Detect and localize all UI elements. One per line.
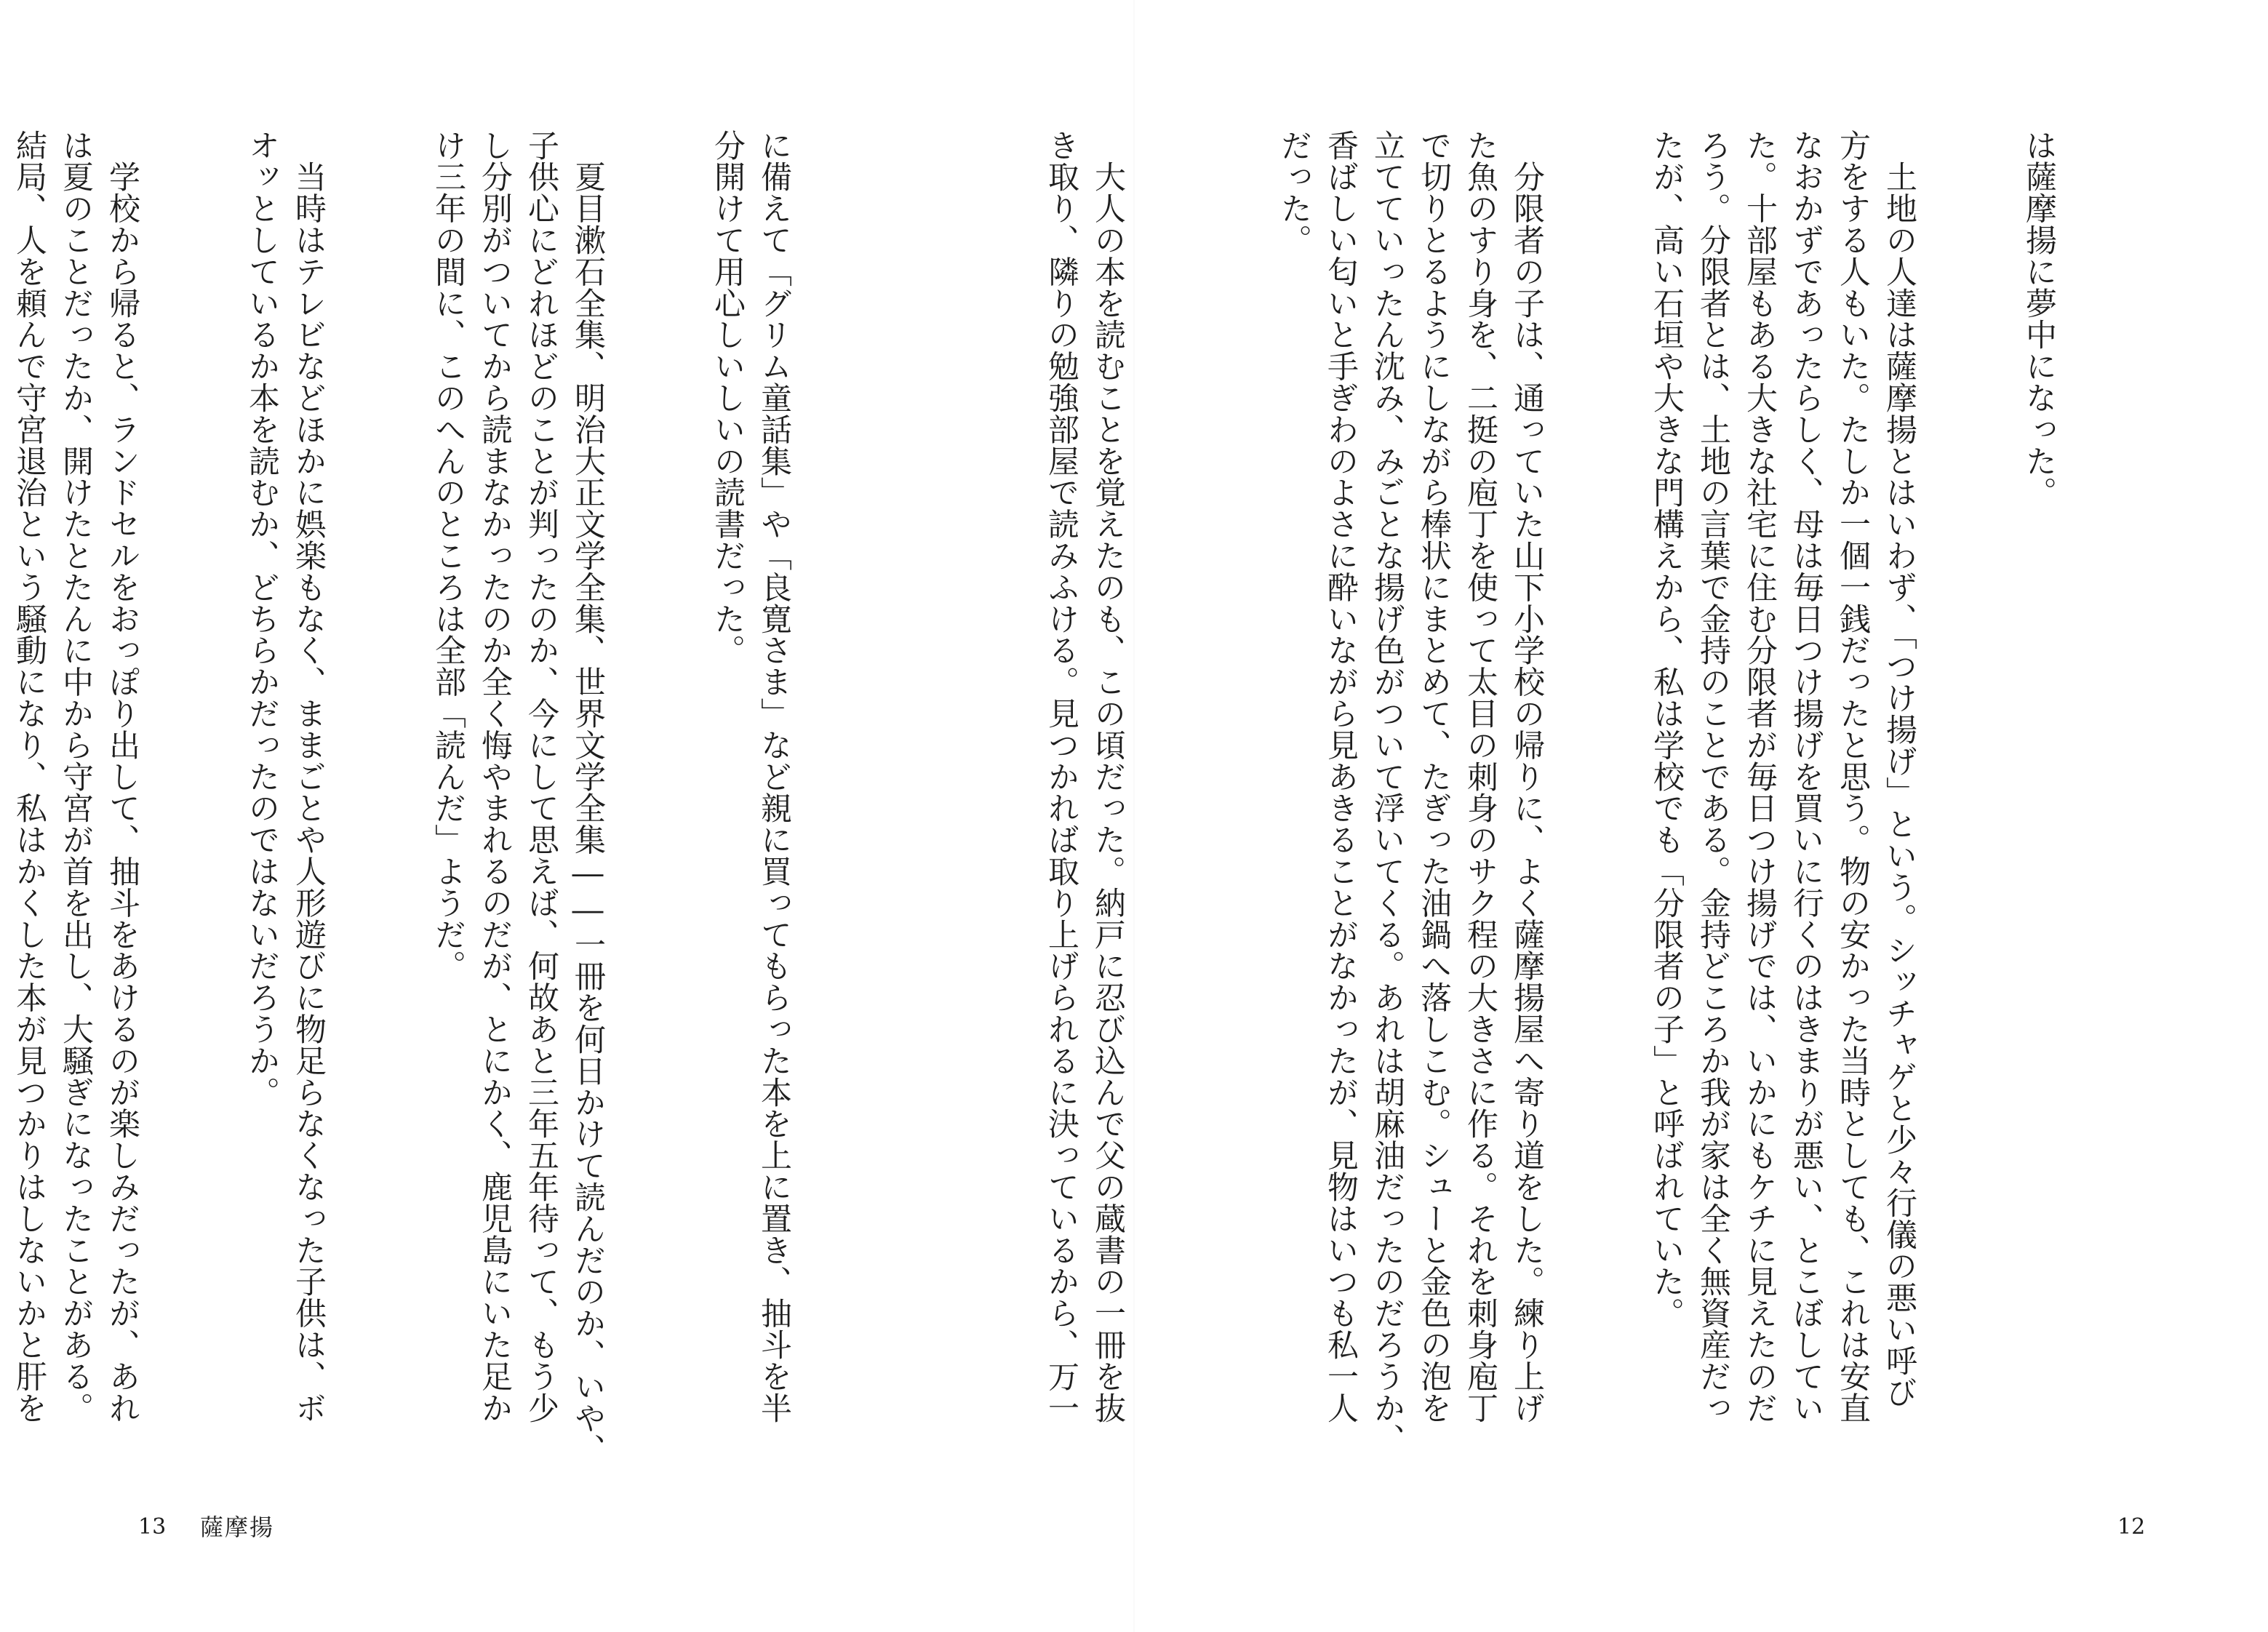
paragraph: 分限者の子は、通っていた山下小学校の帰りに、よく薩摩揚屋へ寄り道をした。練り上げ た魚のすり身を、二挺の庖丁を使って太目の刺身のサク程の大きさに作る。それを刺身庖丁 で切りとるようにしながら棒状にまとめて、たぎった油鍋へ落しこむ。シューと金色の泡を 立てていったん沈み、みごとな揚げ色がついて浮いてくる。あれは胡麻油だったのだろうか、 香ばしい匂いと手ぎわのよさに酔いながら見あきることがなかったが、見物はいつも私一人 だった。 <box>1276 129 1545 1455</box>
paragraph: は薩摩揚に夢中になった。 <box>2021 129 2057 508</box>
paragraph: 夏目漱石全集、明治大正文学全集、世界文学全集――一冊を何日かけて読んだのか、いや、 子供心にどれほどのことが判ったのか、今にして思えば、何故あと三年五年待って、もう少 し分別がついてから読まなかったのか全く悔やまれるのだが、とにかく、鹿児島にいた足か け三年の間に、このへんのところは全部「読んだ」ようだ。 <box>430 129 606 1465</box>
running-header: 薩摩揚 <box>200 1513 275 1541</box>
paragraph: に備えて「グリム童話集」や「良寛さま」など親に買ってもらった本を上に置き、抽斗を半 分開けて用心しいしいの読書だった。 <box>709 129 792 1424</box>
paragraph: 土地の人達は薩摩揚とはいわず、「つけ揚げ」という。シッチャゲと少々行儀の悪い呼び 方をする人もいた。たしか一個一銭だったと思う。物の安かった当時としても、これは安直 なおかずであったらしく、母は毎日つけ揚げを買いに行くのはきまりが悪い、とこぼしてい た。十部屋もある大きな社宅に住む分限者が毎日つけ揚げでは、いかにもケチに見えたのだ ろう。分限者とは、土地の言葉で金持のことである。金持どころか我が家は全く無資産だっ たが、高い石垣や大きな門構えから、私は学校でも「分限者の子」と呼ばれていた。 <box>1648 129 1917 1424</box>
page-number: 12 <box>2117 1514 2146 1540</box>
paragraph: 学校から帰ると、ランドセルをおっぽり出して、抽斗をあけるのが楽しみだったが、あれ は夏のことだったか、開けたとたんに中から守宮が首を出し、大騒ぎになったことがある。 結局、人を頼んで守宮退治という騒動になり、私はかくした本が見つかりはしないかと肝を <box>11 129 140 1424</box>
page-number: 13 <box>138 1514 167 1540</box>
left-page-body <box>11 129 890 1482</box>
right-page-body <box>1043 129 2155 1482</box>
paragraph: 当時はテレビなどほかに娯楽もなく、ままごとや人形遊びに物足らなくなった子供は、ボ オッとしているか本を読むか、どちらかだったのではないだろうか。 <box>244 129 327 1424</box>
right-page <box>1043 0 2268 1632</box>
paragraph: 大人の本を読むことを覚えたのも、この頃だった。納戸に忍び込んで父の蔵書の一冊を抜 き取り、隣りの勉強部屋で読みふける。見つかれば取り上げられるに決っているから、万一 <box>1043 129 1126 1424</box>
